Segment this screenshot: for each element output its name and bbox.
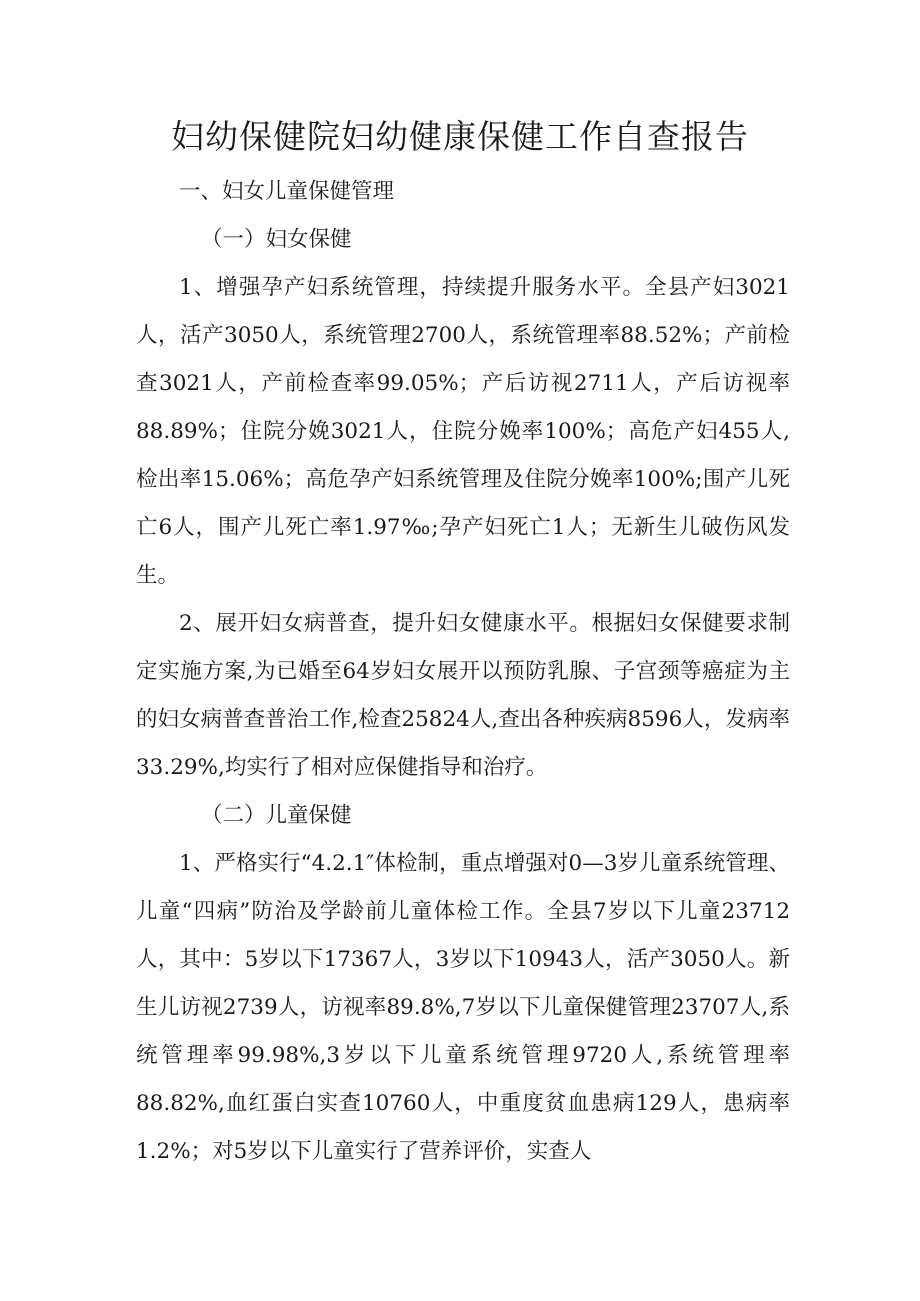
paragraph-gynecological-screening: 2、展开妇女病普查，提升妇女健康水平。根据妇女保健要求制定实施方案,为已婚至64岁妇女展开以预防乳腺、子宫颈等癌症为主的妇女病普查普治工作,检查25824人,查出各种疾病8596人，发病率33.29%,均实行了相对应保健指导和治疗。 <box>136 611 790 780</box>
section-heading-women-children-health: 一、妇女儿童保健管理 <box>179 179 395 204</box>
document-title: 妇幼保健院妇幼健康保健工作自查报告 <box>171 117 749 156</box>
paragraph-child-checkup: 1、严格实行“4.2.1″体检制，重点增强对0—3岁儿童系统管理、儿童“四病”防治及学龄前儿童体检工作。全县7岁以下儿童23712人，其中：5岁以下17367人，3岁以下10943人，活产3050人。新生儿访视2739人，访视率89.8%,7岁以下儿童保健管理23707人,系统管理率99.98%,3岁以下儿童系统管理9720人,系统管理率88.82%,血红蛋白实查10760人，中重度贫血患病129人，患病率1.2%；对5岁以下儿童实行了营养评价，实查人 <box>136 851 790 1164</box>
paragraph-maternal-management: 1、增强孕产妇系统管理，持续提升服务水平。全县产妇3021人，活产3050人，系统管理2700人，系统管理率88.52%；产前检查3021人，产前检查率99.05%；产后访视2711人，产后访视率88.89%；住院分娩3021人，住院分娩率100%；高危产妇455人,检出率15.06%；高危孕产妇系统管理及住院分娩率100%;围产儿死亡6人，围产儿死亡率1.97‰;孕产妇死亡1人；无新生儿破伤风发生。 <box>136 275 790 588</box>
subsection-heading-child-health: （二）儿童保健 <box>201 803 352 828</box>
document-body <box>136 168 790 1176</box>
subsection-heading-women-health: （一）妇女保健 <box>201 227 352 252</box>
